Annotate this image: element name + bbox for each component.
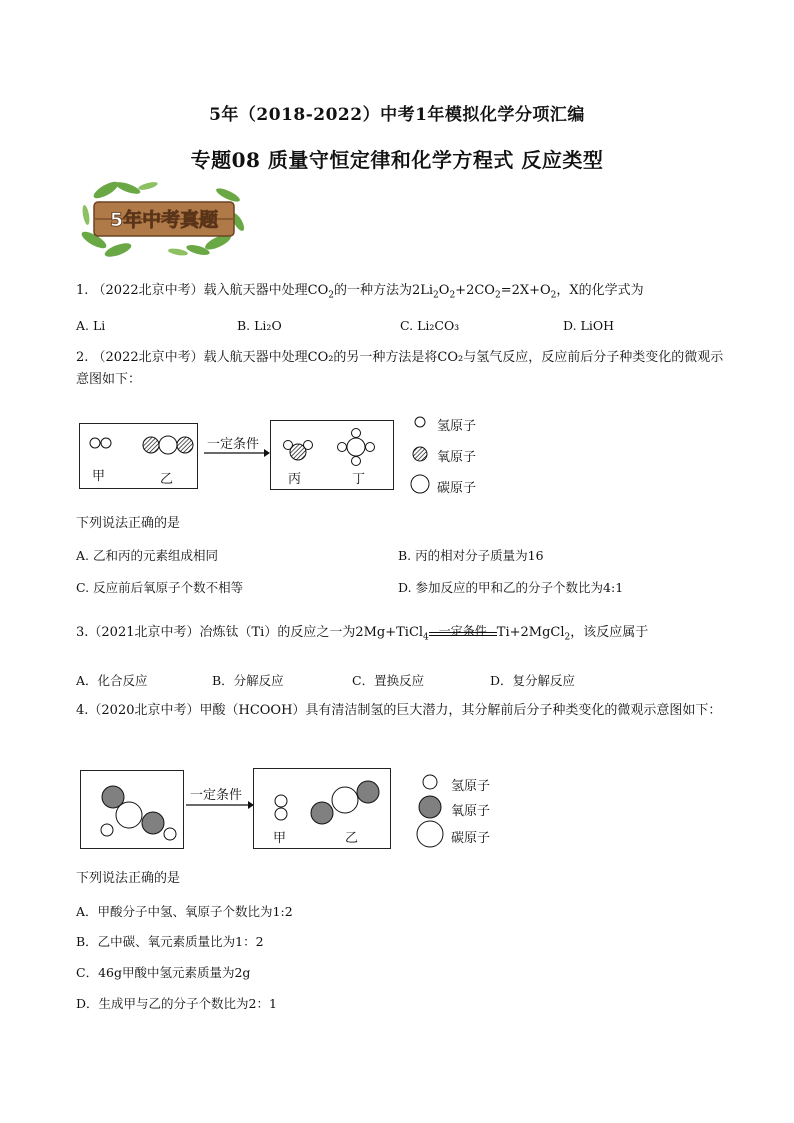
legend-hydrogen: 氢原子: [437, 419, 477, 434]
question-2-stem: 2. （2022北京中考）载人航天器中处理CO₂的另一种方法是将CO₂与氢气反应，反应前后分子种类变化的微观示意图如下：: [76, 350, 724, 387]
q2-legend-icons: [408, 410, 434, 494]
question-3-stem: 3.（2021北京中考）冶炼钛（Ti）的反应之一为2Mg+TiCl$_4$ 一定条件 Ti+2MgCl$_2$，该反应属于: [76, 624, 649, 643]
label-ding: 丁: [352, 472, 366, 487]
document-subtitle: 专题08 质量守恒定律和化学方程式 反应类型: [190, 148, 604, 172]
q4-legend-icons: [415, 768, 445, 850]
q4-option-d[interactable]: D．生成甲与乙的分子个数比为2：1: [76, 996, 277, 1011]
q4-option-b[interactable]: B．乙中碳、氧元素质量比为1：2: [76, 934, 264, 949]
q4-label-yi: 乙: [345, 831, 359, 846]
q4-legend-hydrogen: 氢原子: [451, 779, 491, 794]
q4-reactants-box: [80, 770, 184, 849]
q4-label-jia: 甲: [273, 831, 287, 846]
label-yi: 乙: [160, 472, 174, 487]
q1-option-a[interactable]: A. Li: [76, 318, 106, 333]
reaction-arrow-icon: [204, 448, 270, 458]
q1-option-c[interactable]: C. Li₂CO₃: [400, 318, 460, 333]
q3-option-a[interactable]: A．化合反应: [76, 673, 148, 688]
q4-condition-label: 一定条件: [190, 788, 243, 803]
question-4-stem: 4.（2020北京中考）甲酸（HCOOH）具有清洁制氢的巨大潜力，其分解前后分子种类变化的微观示意图如下：: [76, 703, 722, 718]
reaction-arrow-icon-2: [186, 800, 254, 810]
q2-option-d[interactable]: D. 参加反应的甲和乙的分子个数比为4:1: [398, 580, 624, 595]
document-title: 5年（2018-2022）中考1年模拟化学分项汇编: [209, 105, 585, 125]
q4-reactant-molecule: [81, 771, 183, 848]
q2-option-b[interactable]: B. 丙的相对分子质量为16: [398, 548, 544, 563]
q3-option-d[interactable]: D．复分解反应: [490, 673, 576, 688]
q1-option-b[interactable]: B. Li₂O: [237, 318, 282, 333]
q4-legend-oxygen: 氧原子: [451, 804, 491, 819]
q4-prompt: 下列说法正确的是: [76, 871, 181, 886]
q2-option-a[interactable]: A. 乙和丙的元素组成相同: [76, 548, 218, 563]
leaf-sign-icon: [78, 180, 246, 260]
label-jia: 甲: [92, 469, 106, 484]
q4-legend-carbon: 碳原子: [451, 831, 491, 846]
q3-option-b[interactable]: B．分解反应: [212, 673, 284, 688]
label-bing: 丙: [288, 472, 302, 487]
q3-condition-label: 一定条件: [438, 624, 487, 638]
legend-carbon: 碳原子: [437, 481, 477, 496]
legend-oxygen: 氧原子: [437, 450, 477, 465]
q2-prompt: 下列说法正确的是: [76, 516, 181, 531]
q4-option-c[interactable]: C．46g甲酸中氢元素质量为2g: [76, 965, 251, 980]
q1-option-d[interactable]: D. LiOH: [563, 318, 614, 333]
q2-option-c[interactable]: C. 反应前后氧原子个数不相等: [76, 580, 244, 595]
q3-option-c[interactable]: C．置换反应: [352, 673, 425, 688]
section-badge: [78, 180, 246, 260]
question-1-stem: 1. （2022北京中考）载入航天器中处理$CO_2$的一种方法为$2Li_2O_2+2CO_2=2X+O_2$，X的化学式为: [76, 283, 644, 301]
q2-condition-label: 一定条件: [207, 437, 260, 452]
q4-option-a[interactable]: A．甲酸分子中氢、氧原子个数比为1:2: [76, 904, 293, 919]
svg-text:5年中考真题: 5年中考真题: [109, 209, 219, 231]
